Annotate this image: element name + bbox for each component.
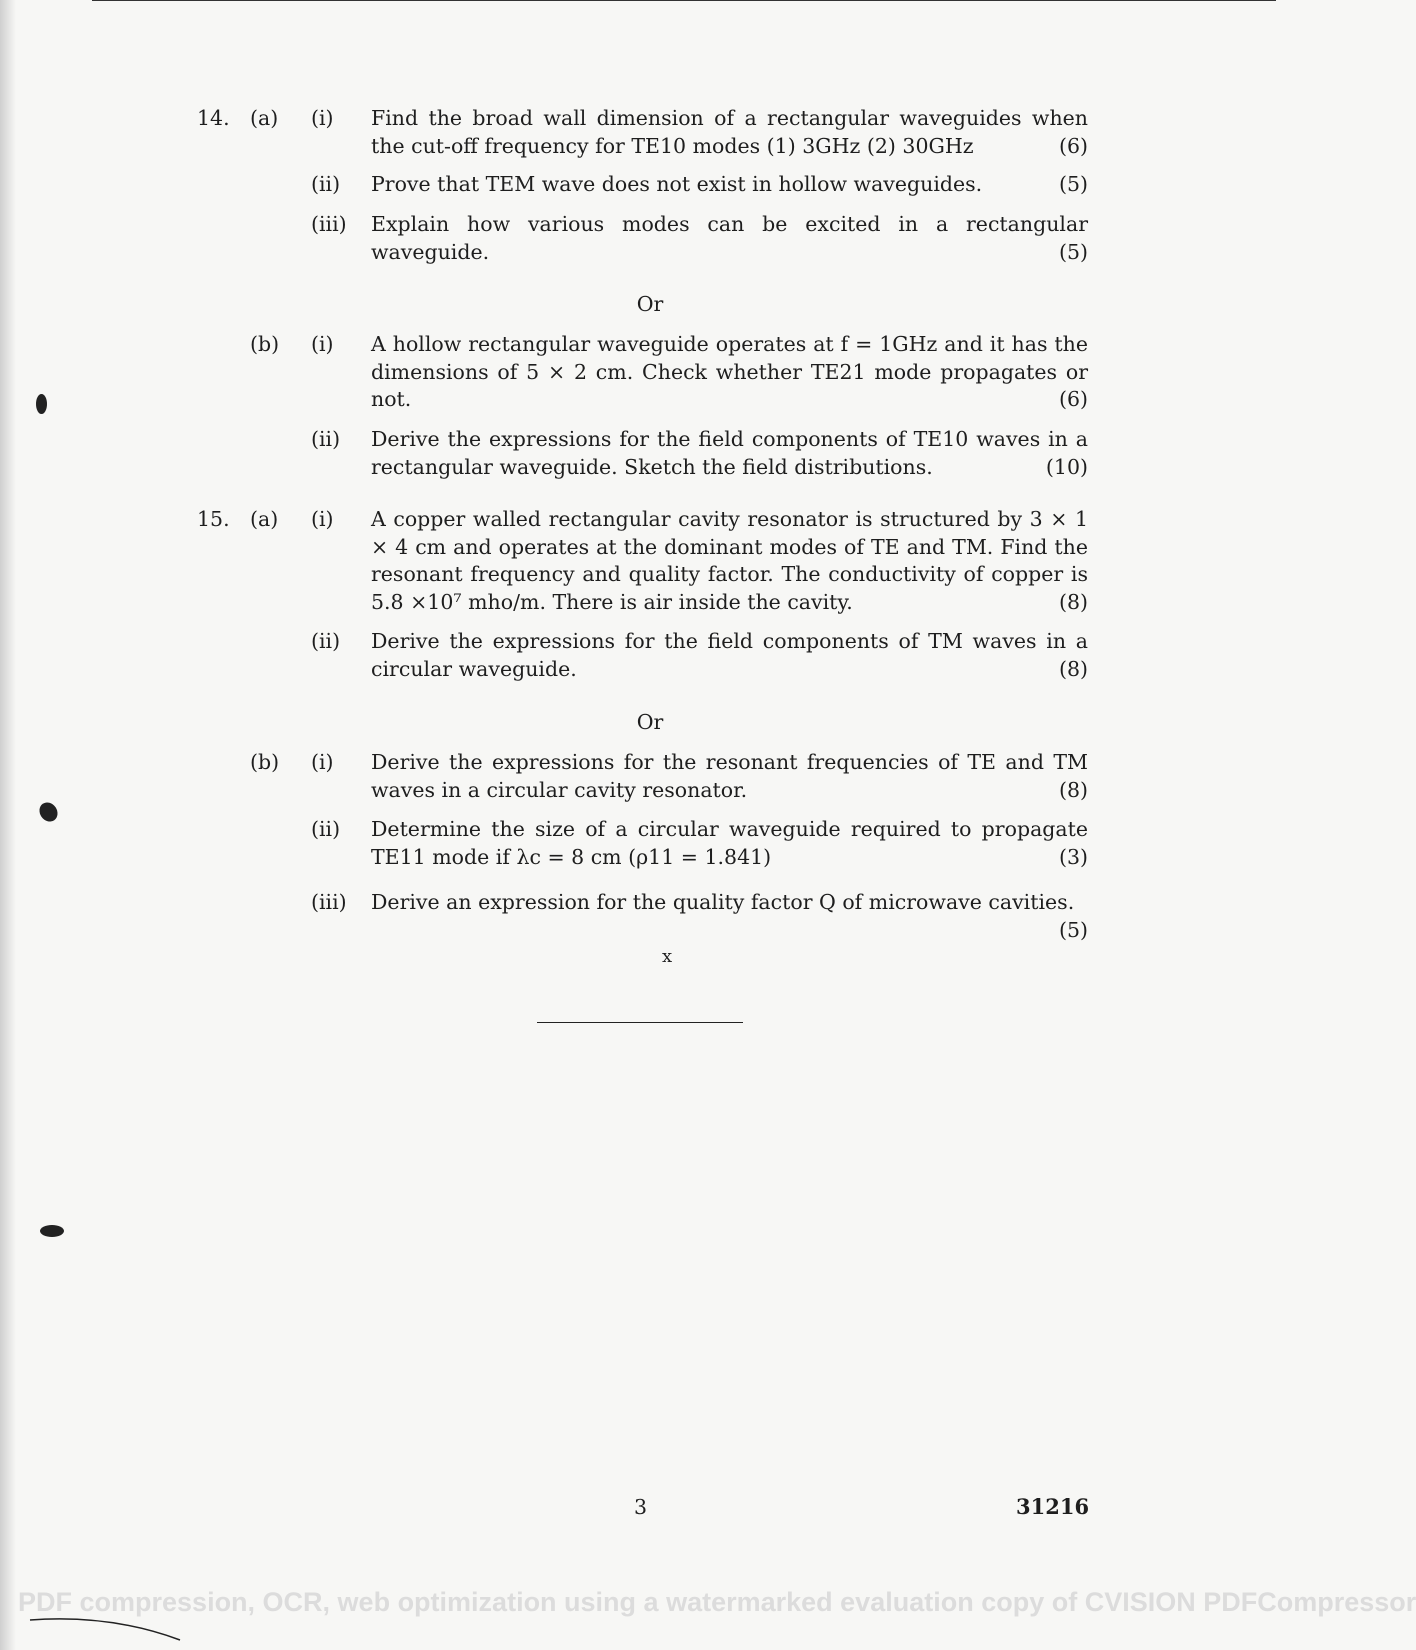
- end-rule: [537, 1022, 743, 1023]
- q14a-i: [0, 105, 1276, 161]
- part-label: (b): [250, 332, 280, 356]
- sub-label: (i): [311, 507, 334, 531]
- part-label: (a): [250, 106, 279, 130]
- q14b-i: [0, 331, 1276, 414]
- q15a-ii: [0, 628, 1276, 684]
- part-label: (a): [250, 507, 279, 531]
- sub-label: (ii): [311, 817, 341, 841]
- sub-label: (ii): [311, 172, 341, 196]
- scan-blot: [36, 394, 47, 414]
- sub-label: (iii): [311, 212, 347, 236]
- q14a-ii: [0, 171, 1276, 199]
- q15a-i: [0, 506, 1276, 616]
- question-text: Find the broad wall dimension of a rectangular waveguides when the cut-off frequency for TE10 modes (1) 3GHz (2) 30GHz: [371, 106, 1088, 158]
- q14a-iii: [0, 211, 1276, 267]
- question-text: Derive the expressions for the field components of TE10 waves in a rectangular waveguide. Sketch the field distributions.: [371, 427, 1088, 479]
- sub-label: (iii): [311, 890, 347, 914]
- marks: (8): [1058, 656, 1088, 681]
- question-text: Derive the expressions for the field components of TM waves in a circular waveguide.: [371, 629, 1088, 681]
- question-number: 15.: [197, 507, 230, 531]
- marks: (6): [1058, 387, 1088, 411]
- question-number: 14.: [197, 106, 230, 130]
- part-label: (b): [250, 750, 280, 774]
- question-text: Determine the size of a circular waveguide required to propagate TE11 mode if λc = 8 cm (ρ11 = 1.841): [371, 817, 1088, 869]
- q15b-ii: [0, 816, 1276, 872]
- marks: (5): [1058, 172, 1088, 196]
- scan-stroke: [30, 1612, 190, 1642]
- question-text: Prove that TEM wave does not exist in hollow waveguides.: [371, 172, 983, 196]
- marks: (5): [1058, 917, 1088, 942]
- marks: (8): [1058, 777, 1088, 802]
- sub-label: (i): [311, 106, 334, 130]
- end-symbol: x: [662, 946, 673, 967]
- question-text: A copper walled rectangular cavity resonator is structured by 3 × 1 × 4 cm and operates at the dominant modes of TE and TM. Find the resonant frequency and quality factor. The conductivity of copper is 5.8 ×10⁷ mho/m. There is air inside the cavity.: [371, 507, 1088, 614]
- page-number: 3: [634, 1495, 648, 1519]
- question-text: Derive the expressions for the resonant frequencies of TE and TM waves in a circular cavity resonator.: [371, 750, 1088, 802]
- q15b-i: [0, 749, 1276, 805]
- sub-label: (ii): [311, 629, 341, 653]
- q14b-ii: [0, 426, 1276, 482]
- marks: (8): [1058, 589, 1088, 614]
- sub-label: (ii): [311, 427, 341, 451]
- top-rule: [92, 0, 1276, 1]
- watermark-text: PDF compression, OCR, web optimization using a watermarked evaluation copy of CVISION PDFCompressor: [18, 1587, 1416, 1617]
- q15b-iii: [0, 889, 1276, 945]
- scan-blot: [40, 1225, 64, 1237]
- question-text: A hollow rectangular waveguide operates at f = 1GHz and it has the dimensions of 5 × 2 cm. Check whether TE21 mode propagates or not.: [371, 332, 1088, 411]
- question-text: Explain how various modes can be excited in a rectangular waveguide.: [371, 212, 1088, 264]
- paper-code: 31216: [1016, 1494, 1090, 1519]
- marks: (10): [1045, 454, 1088, 479]
- sub-label: (i): [311, 750, 334, 774]
- or-separator: Or: [636, 292, 664, 316]
- or-separator: Or: [636, 710, 664, 734]
- marks: (3): [1058, 844, 1088, 869]
- marks: (5): [1058, 239, 1088, 264]
- question-text: Derive an expression for the quality factor Q of microwave cavities.: [371, 890, 1075, 914]
- sub-label: (i): [311, 332, 334, 356]
- marks: (6): [1058, 133, 1088, 158]
